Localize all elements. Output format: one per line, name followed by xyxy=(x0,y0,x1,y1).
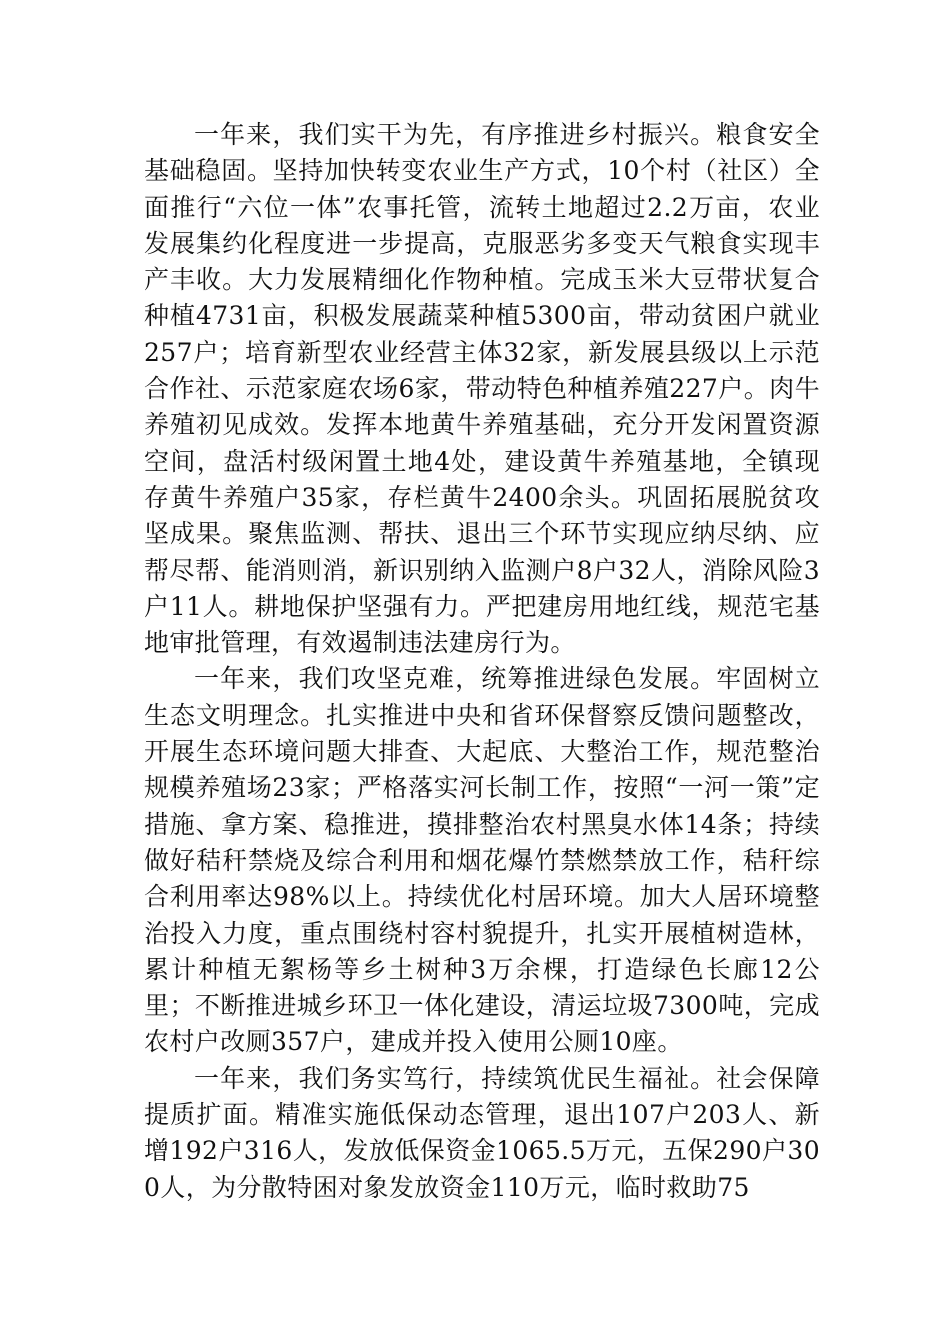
paragraph-green-development: 一年来，我们攻坚克难，统筹推进绿色发展。牢固树立生态文明理念。扎实推进中央和省环保督察反馈问题整改，开展生态环境问题大排查、大起底、大整治工作，规范整治规模养殖场23家；严格落实河长制工作，按照“一河一策”定措施、拿方案、稳推进，摸排整治农村黑臭水体14条；持续做好秸秆禁烧及综合利用和烟花爆竹禁燃禁放工作，秸秆综合利用率达98%以上。持续优化村居环境。加大人居环境整治投入力度，重点围绕村容村貌提升，扎实开展植树造林，累计种植无絮杨等乡土树种3万余棵，打造绿色长廊12公里；不断推进城乡环卫一体化建设，清运垃圾7300吨，完成农村户改厕357户，建成并投入使用公厕10座。 xyxy=(144,664,820,1057)
paragraph-rural-revitalization: 一年来，我们实干为先，有序推进乡村振兴。粮食安全基础稳固。坚持加快转变农业生产方式，10个村（社区）全面推行“六位一体”农事托管，流转土地超过2.2万亩，农业发展集约化程度进一步提高，克服恶劣多变天气粮食实现丰产丰收。大力发展精细化作物种植。完成玉米大豆带状复合种植4731亩，积极发展蔬菜种植5300亩，带动贫困户就业257户；培育新型农业经营主体32家，新发展县级以上示范合作社、示范家庭农场6家，带动特色种植养殖227户。肉牛养殖初见成效。发挥本地黄牛养殖基础，充分开发闲置资源空间，盘活村级闲置土地4处，建设黄牛养殖基地，全镇现存黄牛养殖户35家，存栏黄牛2400余头。巩固拓展脱贫攻坚成果。聚焦监测、帮扶、退出三个环节实现应纳尽纳、应帮尽帮、能消则消，新识别纳入监测户8户32人，消除风险3户11人。耕地保护坚强有力。严把建房用地红线，规范宅基地审批管理，有效遏制违法建房行为。 xyxy=(144,120,820,658)
paragraph-livelihood-welfare: 一年来，我们务实笃行，持续筑优民生福祉。社会保障提质扩面。精准实施低保动态管理，退出107户203人、新增192户316人，发放低保资金1065.5万元，五保290户300人，为分散特困对象发放资金110万元，临时救助75 xyxy=(144,1063,820,1202)
document-body xyxy=(144,117,820,1206)
